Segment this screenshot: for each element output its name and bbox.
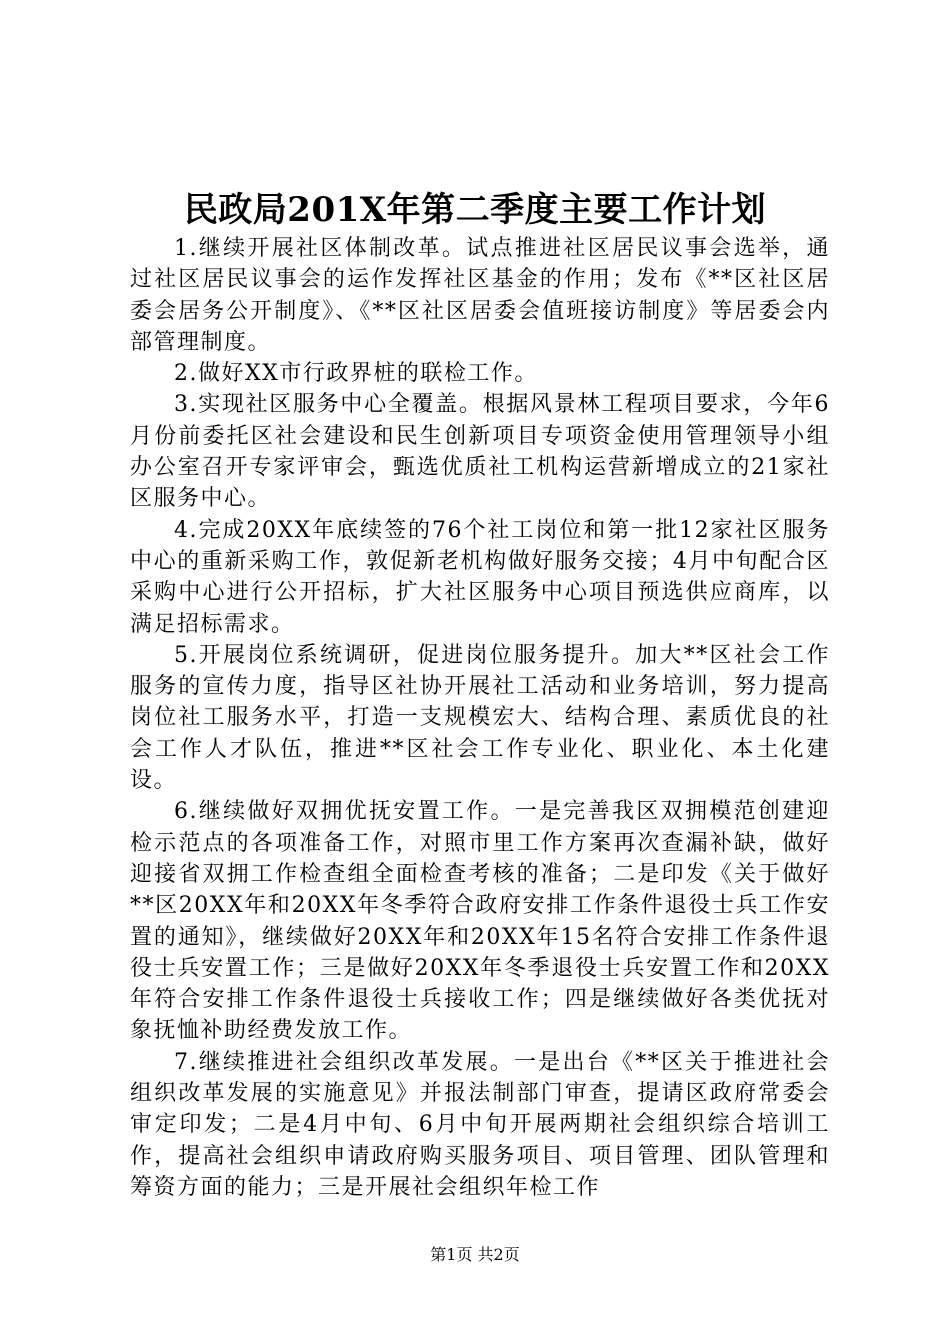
- paragraph-1: 1.继续开展社区体制改革。试点推进社区居民议事会选举，通过社区居民议事会的运作发挥社区基金的作用；发布《**区社区居委会居务公开制度》、《**区社区居委会值班接访制度》等居委会内部管理制度。: [130, 236, 830, 355]
- paragraph-3: 3.实现社区服务中心全覆盖。根据风景林工程项目要求，今年6月份前委托区社会建设和民生创新项目专项资金使用管理领导小组办公室召开专家评审会，甄选优质社工机构运营新增成立的21家社区服务中心。: [130, 392, 830, 512]
- paragraph-5: 5.开展岗位系统调研，促进岗位服务提升。加大**区社会工作服务的宣传力度，指导区社协开展社工活动和业务培训，努力提高岗位社工服务水平，打造一支规模宏大、结构合理、素质优良的社会工作人才队伍，推进**区社会工作专业化、职业化、本土化建设。: [130, 642, 830, 794]
- document-body: [130, 233, 830, 1203]
- paragraph-2: 2.做好XX市行政界桩的联检工作。: [174, 361, 538, 387]
- paragraph-4: 4.完成20XX年底续签的76个社工岗位和第一批12家社区服务中心的重新采购工作，敦促新老机构做好服务交接；4月中旬配合区采购中心进行公开招标，扩大社区服务中心项目预选供应商库，以满足招标需求。: [130, 517, 830, 637]
- paragraph-6: 6.继续做好双拥优抚安置工作。一是完善我区双拥模范创建迎检示范点的各项准备工作，对照市里工作方案再次查漏补缺，做好迎接省双拥工作检查组全面检查考核的准备；二是印发《关于做好**区20XX年和20XX年冬季符合政府安排工作条件退役士兵工作安置的通知》，继续做好20XX年和20XX年15名符合安排工作条件退役士兵安置工作；三是做好20XX年冬季退役士兵安置工作和20XX年符合安排工作条件退役士兵接收工作；四是继续做好各类优抚对象抚恤补助经费发放工作。: [130, 799, 830, 1044]
- paragraph-7: 7.继续推进社会组织改革发展。一是出台《**区关于推进社会组织改革发展的实施意见》并报法制部门审查，提请区政府常委会审定印发；二是4月中旬、6月中旬开展两期社会组织综合培训工作，提高社会组织申请政府购买服务项目、项目管理、团队管理和筹资方面的能力；三是开展社会组织年检工作: [130, 1049, 830, 1200]
- document-title: 民政局201X年第二季度主要工作计划: [183, 190, 767, 230]
- page-number-footer: 第1页 共2页: [430, 1245, 520, 1264]
